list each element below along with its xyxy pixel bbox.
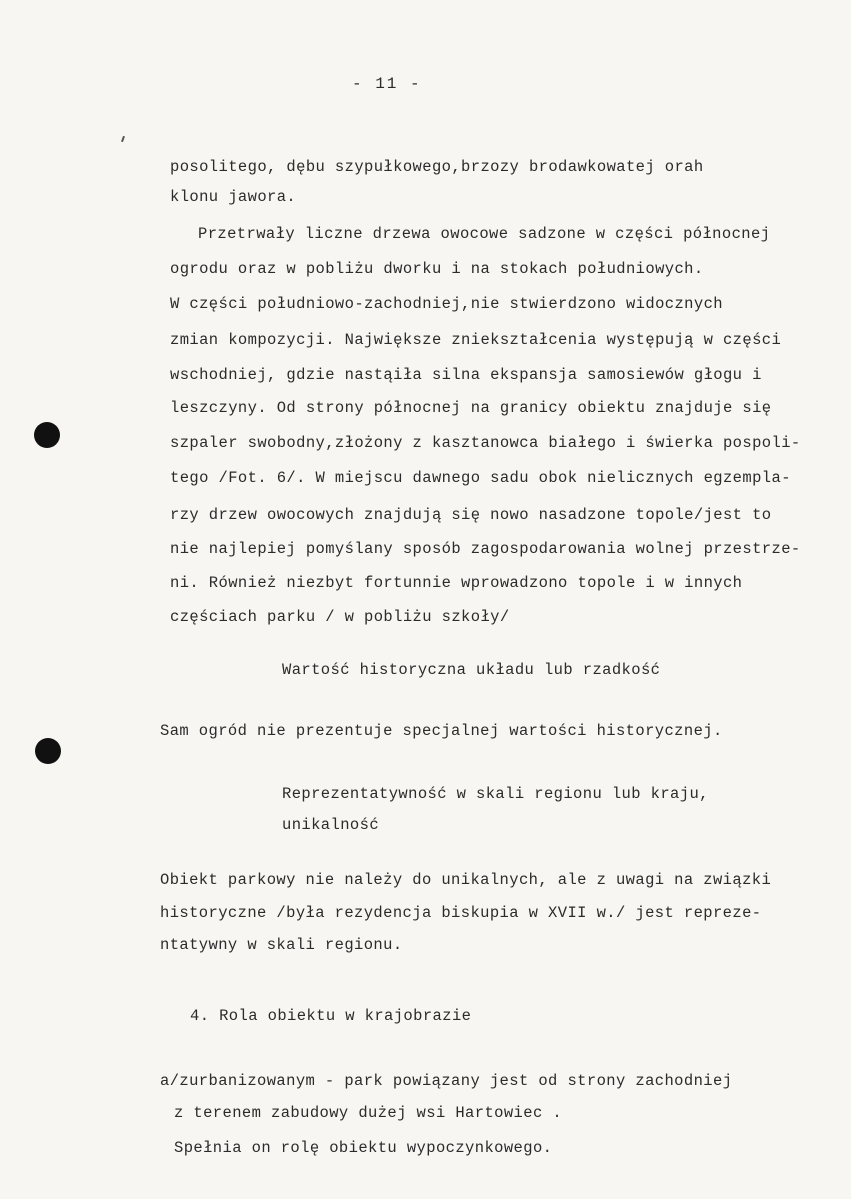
page-number: - 11 - xyxy=(352,75,422,93)
text-line-23: a/zurbanizowanym - park powiązany jest od strony zachodniej xyxy=(160,1072,733,1090)
text-line-5: W części południowo-zachodniej,nie stwierdzono widocznych xyxy=(170,295,723,313)
text-line-8: leszczyny. Od strony północnej na granicy obiektu znajduje się xyxy=(170,399,772,417)
text-line-12: nie najlepiej pomyślany sposób zagospodarowania wolnej przestrze- xyxy=(170,540,801,558)
text-line-1: posolitego, dębu szypułkowego,brzozy brodawkowatej orah xyxy=(170,158,704,176)
text-line-19: Obiekt parkowy nie należy do unikalnych, ale z uwagi na związki xyxy=(160,871,772,889)
heading-representativeness: Reprezentatywność w skali regionu lub kraju, xyxy=(282,785,709,803)
text-line-6: zmian kompozycji. Największe zniekształcenia występują w części xyxy=(170,331,782,349)
text-line-21: ntatywny w skali regionu. xyxy=(160,936,403,954)
text-line-4: ogrodu oraz w pobliżu dworku i na stokach południowych. xyxy=(170,260,704,278)
text-line-10: tego /Fot. 6/. W miejscu dawnego sadu obok nielicznych egzempla- xyxy=(170,469,791,487)
text-line-25: Spełnia on rolę obiektu wypoczynkowego. xyxy=(174,1139,553,1157)
text-line-14: częściach parku / w pobliżu szkoły/ xyxy=(170,608,510,626)
text-line-24: z terenem zabudowy dużej wsi Hartowiec . xyxy=(174,1104,563,1122)
punch-hole-top xyxy=(34,422,60,448)
ink-speck xyxy=(121,136,125,142)
text-line-9: szpaler swobodny,złożony z kasztanowca białego i świerka pospoli- xyxy=(170,434,801,452)
heading-uniqueness: unikalność xyxy=(282,816,380,834)
text-line-2: klonu jawora. xyxy=(170,188,297,206)
text-line-16: Sam ogród nie prezentuje specjalnej wartości historycznej. xyxy=(160,722,723,740)
text-line-3: Przetrwały liczne drzewa owocowe sadzone w części północnej xyxy=(198,225,771,243)
text-line-7: wschodniej, gdzie nastąiła silna ekspansja samosiewów głogu i xyxy=(170,366,762,384)
text-line-11: rzy drzew owocowych znajdują się nowo nasadzone topole/jest to xyxy=(170,506,772,524)
text-line-13: ni. Również niezbyt fortunnie wprowadzono topole i w innych xyxy=(170,574,743,592)
heading-historical-value: Wartość historyczna układu lub rzadkość xyxy=(282,661,661,679)
punch-hole-bottom xyxy=(35,738,61,764)
section-heading-4: 4. Rola obiektu w krajobrazie xyxy=(190,1007,472,1025)
text-line-20: historyczne /była rezydencja biskupia w XVII w./ jest repreze- xyxy=(160,904,762,922)
